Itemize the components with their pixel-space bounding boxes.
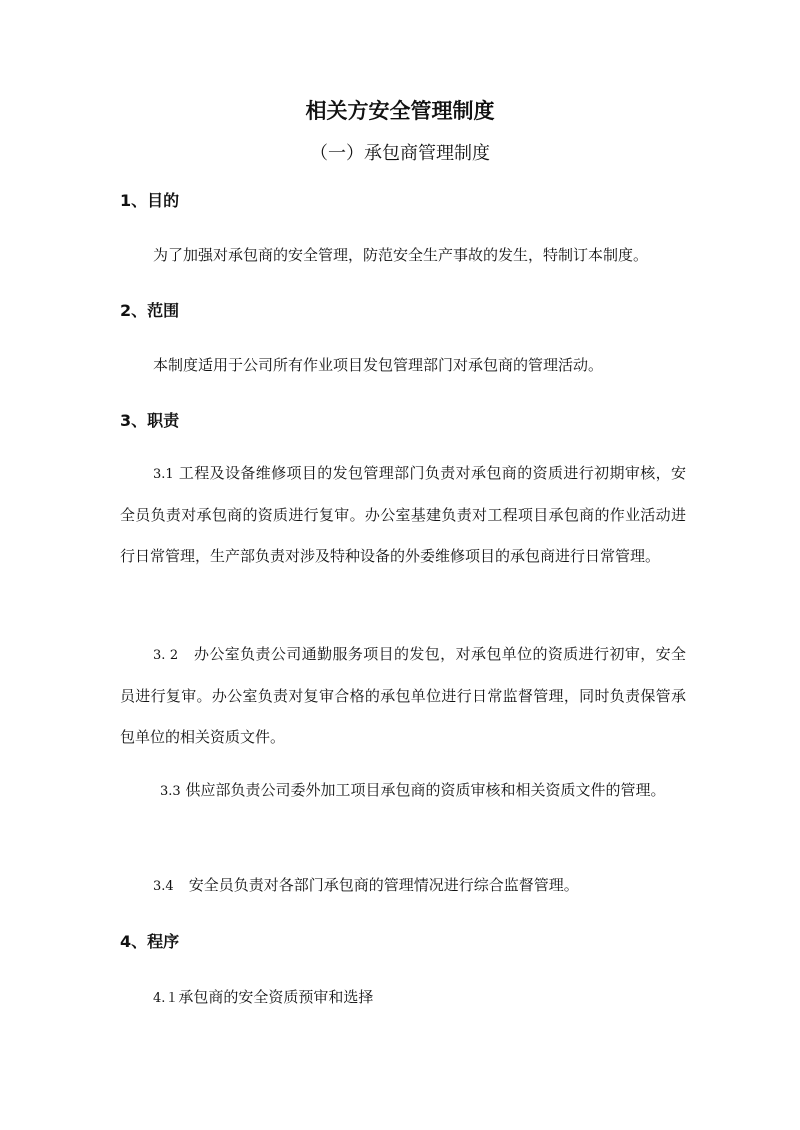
clause-text: 供应部负责公司委外加工项目承包商的资质审核和相关资质文件的管理。 — [180, 781, 666, 799]
section-heading-scope: 2、范围 — [120, 301, 180, 320]
responsibility-paragraph-3-1 — [120, 453, 686, 577]
section-text-scope: 本制度适用于公司所有作业项目发包管理部门对承包商的管理活动。 — [153, 356, 604, 374]
document-title: 相关方安全管理制度 — [305, 99, 495, 123]
clause-number: 3.4 — [153, 879, 174, 894]
section-heading-procedure: 4、程序 — [120, 932, 180, 951]
clause-number: 3.3 — [160, 784, 181, 799]
clause-text: 承包商的安全资质预审和选择 — [178, 988, 374, 1006]
section-text-purpose: 为了加强对承包商的安全管理，防范安全生产事故的发生，特制订本制度。 — [153, 246, 649, 264]
responsibility-paragraph-3-4 — [120, 865, 686, 907]
clause-number: 3.1 — [153, 467, 174, 482]
document-subtitle: （一）承包商管理制度 — [310, 143, 490, 164]
responsibility-paragraph-3-2 — [120, 634, 686, 758]
clause-number: 4.１ — [153, 991, 179, 1006]
procedure-paragraph-4-1 — [120, 977, 686, 1019]
clause-text: 工程及设备维修项目的发包管理部门负责对承包商的资质进行初期审核，安全员负责对承包商的资质进行复审。办公室基建负责对工程项目承包商的作业活动进行日常管理，生产部负责对涉及特种设备的外委维修项目的承包商进行日常管理。 — [120, 464, 686, 565]
section-heading-responsibilities: 3、职责 — [120, 411, 180, 430]
clause-text: 办公室负责公司通勤服务项目的发包，对承包单位的资质进行初审，安全员进行复审。办公室负责对复审合格的承包单位进行日常监督管理，同时负责保管承包单位的相关资质文件。 — [120, 645, 686, 746]
clause-text: 安全员负责对各部门承包商的管理情况进行综合监督管理。 — [173, 876, 579, 894]
responsibility-paragraph-3-3 — [120, 770, 686, 812]
clause-number: 3. 2 — [153, 648, 179, 663]
section-heading-purpose: 1、目的 — [120, 191, 180, 210]
